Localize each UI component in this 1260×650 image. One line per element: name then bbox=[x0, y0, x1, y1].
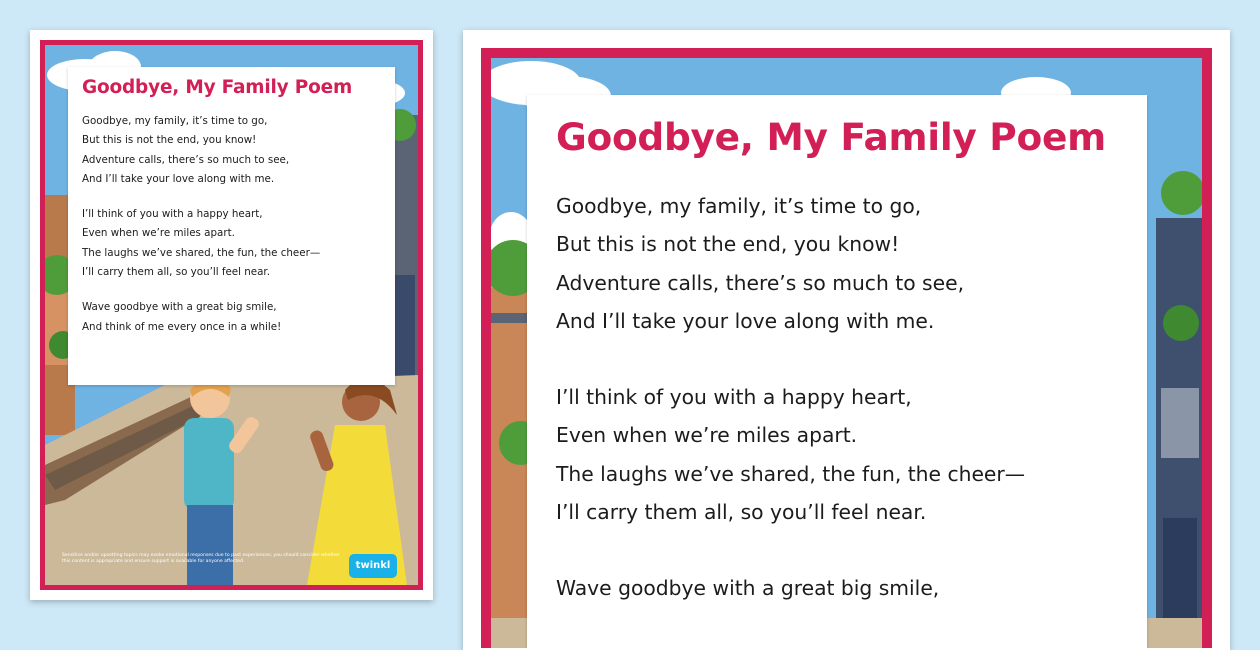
stanza-1 bbox=[556, 187, 1147, 340]
poem-line: Adventure calls, there’s so much to see, bbox=[556, 270, 965, 295]
twinkl-logo-icon: twinkl bbox=[349, 554, 397, 578]
poem-line: Goodbye, my family, it’s time to go, bbox=[556, 194, 922, 218]
poem-line: The laughs we’ve shared, the fun, the cheer— bbox=[82, 246, 321, 259]
poem-line: But this is not the end, you know! bbox=[556, 232, 900, 257]
poem-line: I’ll think of you with a happy heart, bbox=[82, 208, 263, 221]
poem-line: The laughs we’ve shared, the fun, the cheer— bbox=[556, 461, 1026, 486]
poem-line: I’ll carry them all, so you’ll feel near. bbox=[556, 500, 927, 525]
poem-text-panel bbox=[527, 95, 1147, 648]
poem-line: And I’ll take your love along with me. bbox=[82, 172, 275, 185]
poem-line: Goodbye, my family, it’s time to go, bbox=[82, 115, 268, 127]
poem-text-panel bbox=[68, 67, 395, 385]
stanza-3 bbox=[82, 298, 395, 337]
poem-line: But this is not the end, you know! bbox=[82, 134, 257, 147]
poem-line: Even when we’re miles apart. bbox=[82, 227, 235, 240]
poem-line: Even when we’re miles apart. bbox=[556, 423, 858, 448]
pink-border-frame bbox=[40, 40, 423, 590]
stanza-3 bbox=[556, 569, 1147, 607]
poem-line: Wave goodbye with a great big smile, bbox=[556, 576, 940, 601]
stanza-2 bbox=[82, 205, 395, 282]
poem-line: And think of me every once in a while! bbox=[82, 320, 282, 333]
poem-sheet-preview[interactable] bbox=[30, 30, 433, 600]
poem-title: Goodbye, My Family Poem bbox=[556, 115, 1106, 159]
stanza-1 bbox=[82, 112, 395, 189]
pink-border-frame bbox=[481, 48, 1212, 648]
poem-line: I’ll think of you with a happy heart, bbox=[556, 385, 912, 410]
poem-line: I’ll carry them all, so you’ll feel near. bbox=[82, 266, 270, 279]
stanza-2 bbox=[556, 378, 1147, 531]
poem-title: Goodbye, My Family Poem bbox=[82, 77, 353, 98]
poem-line: Wave goodbye with a great big smile, bbox=[82, 301, 277, 314]
poem-sheet-zoomed[interactable] bbox=[463, 30, 1230, 650]
disclaimer-text: Sensitive and/or upsetting topics may evoke emotional responses due to past experiences; you should consider whether this content is appropriate and ensure support is available for anyone affected. bbox=[62, 553, 340, 564]
poem-line: And I’ll take your love along with me. bbox=[556, 308, 935, 333]
poem-line: Adventure calls, there’s so much to see, bbox=[82, 153, 290, 166]
